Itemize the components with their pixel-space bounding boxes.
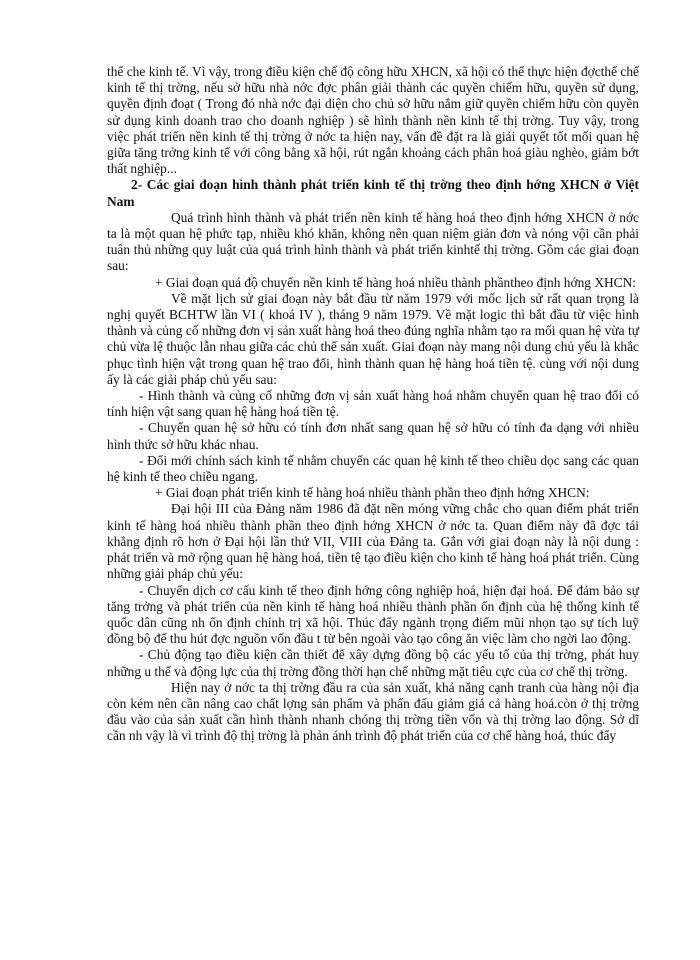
list-item: - Chủ động tạo điều kiện cần thiết để xây dựng đồng bộ các yếu tố của thị trờng, phát huy những u thế và động lực của thị trờng đồng thời hạn chế những mặt tiêu cực của cơ chế thị trờng. <box>107 647 639 679</box>
document-body <box>107 64 639 745</box>
section-heading: 2- Các giai đoạn hình thành phát triển kinh tế thị trờng theo định hớng XHCN ở Việt Nam <box>107 177 639 209</box>
stage-one-heading: + Giai đoạn quá độ chuyển nền kinh tế hàng hoá nhiều thành phầntheo định hớng XHCN: <box>155 274 636 290</box>
stage-two-heading: + Giai đoạn phát triển kinh tế hàng hoá nhiều thành phần theo định hớng XHCN: <box>155 485 590 501</box>
list-item: - Đổi mới chính sách kinh tế nhằm chuyển các quan hệ kinh tế theo chiều dọc sang các quan hệ kinh tế theo chiều ngang. <box>107 452 639 485</box>
paragraph-current: Hiện nay ở nớc ta thị trờng đầu ra của sản xuất, khả năng cạnh tranh của hàng nội địa còn kém nên cần nâng cao chất lợng sản phẩm và phấn đấu giảm giá cả hàng hoá.còn ở thị trờng đầu vào của sản xuất cần hình thành nhanh chóng thị trờng tiền vốn và thị trờng lao động. Sở dĩ cần nh vậy là vì trình độ thị trờng là phản ánh trình độ phát triển của cơ chế hàng hoá, thúc đẩy <box>107 679 639 744</box>
paragraph-overview: Quá trình hình thành và phát triển nền kinh tế hàng hoá theo định hớng XHCN ở nớc ta là một quan hệ phức tạp, nhiều khó khăn, không nên quan niệm giản đơn và nóng vội cần phải tuân thủ những quy luật của quá trình hình thành và phát triển kinhtế thị trờng. Gồm các giai đoạn sau: <box>107 209 639 274</box>
list-item: - Chuyển dịch cơ cấu kinh tế theo định hớng công nghiệp hoá, hiện đại hoá. Để đảm bảo sự tăng trởng và phát triển của nền kinh tế hàng hoá nhiều thành phần ổn định của hệ thống kinh tế quốc dân cũng nh ổn định chính trị xã hội. Thúc đẩy ngành trọng điểm mũi nhọn tạo sự tích luỹ đồng bộ để thu hút đợc nguồn vốn đầu t từ bên ngoài vào tạo công ăn việc làm cho ngời lao động. <box>107 582 639 647</box>
list-item: - Chuyển quan hệ sở hữu có tính đơn nhất sang quan hệ sở hữu có tính đa dạng với nhiều hình thức sở hữu khác nhau. <box>107 420 639 452</box>
list-item: - Hình thành và củng cố những đơn vị sản xuất hàng hoá nhằm chuyển quan hệ trao đổi có tính hiện vật sang quan hệ hàng hoá tiền tệ. <box>107 388 639 420</box>
paragraph-intro: thể che kinh tế. Vì vậy, trong điều kiện chế độ công hữu XHCN, xã hội có thể thực hiện đợcthể chế kinh tế thị trờng, nếu sở hữu nhà nớc đợc phân giải thành các quyền chiếm hữu, quyền sử dụng, quyền định đoạt ( Trong đó nhà nớc đại diện cho chủ sở hữu nắm giữ quyền chiếm hữu còn quyền sử dụng kinh doanh trao cho doanh nghiệp ) sẽ hình thành nền kinh tế thị trờng. Tuy vậy, trong việc phát triển nền kinh tế thị trờng ở nớc ta hiện nay, vấn đề đặt ra là giải quyết tốt mối quan hệ giữa tăng trởng kinh tế với công bằng xã hội, rút ngắn khoảng cách phân hoá giàu nghèo, giảm bớt thất nghiệp... <box>107 64 639 177</box>
paragraph-stage-two: Đại hội III của Đảng năm 1986 đã đặt nền móng vững chắc cho quan điểm phát triển kinh tế hàng hoá nhiều thành phần theo định hớng XHCN ở nớc ta. Quan điểm này đã đợc tái khẳng định rõ hơn ở Đại hội lần thứ VII, VIII của Đảng ta. Gắn với giai đoạn này là nội dung : phát triển và mở rộng quan hệ hàng hoá, tiền tệ tạo điều kiện cho kinh tế hàng hoá phát triển. Cùng những giải pháp chủ yếu: <box>107 501 639 582</box>
paragraph-stage-one: Về mặt lịch sử giai đoạn này bắt đầu từ năm 1979 với mốc lịch sử rất quan trọng là nghị quyết BCHTW lần VI ( khoá IV ), tháng 9 năm 1979. Về mặt logic thì bắt đầu từ việc hình thành và củng cố những đơn vị sản xuất hàng hoá theo đúng nghĩa nhằm tạo ra mối quan hệ vừa tự chủ vừa lệ thuộc lẫn nhau giữa các chủ thể sản xuất. Giai đoạn này mang nội dung chủ yếu là khắc phục tình hiện vật trong quan hệ trao đổi, hình thành quan hệ hàng hoá tiền tệ. cùng với nội dung ấy là các giải pháp chủ yếu sau: <box>107 290 639 387</box>
